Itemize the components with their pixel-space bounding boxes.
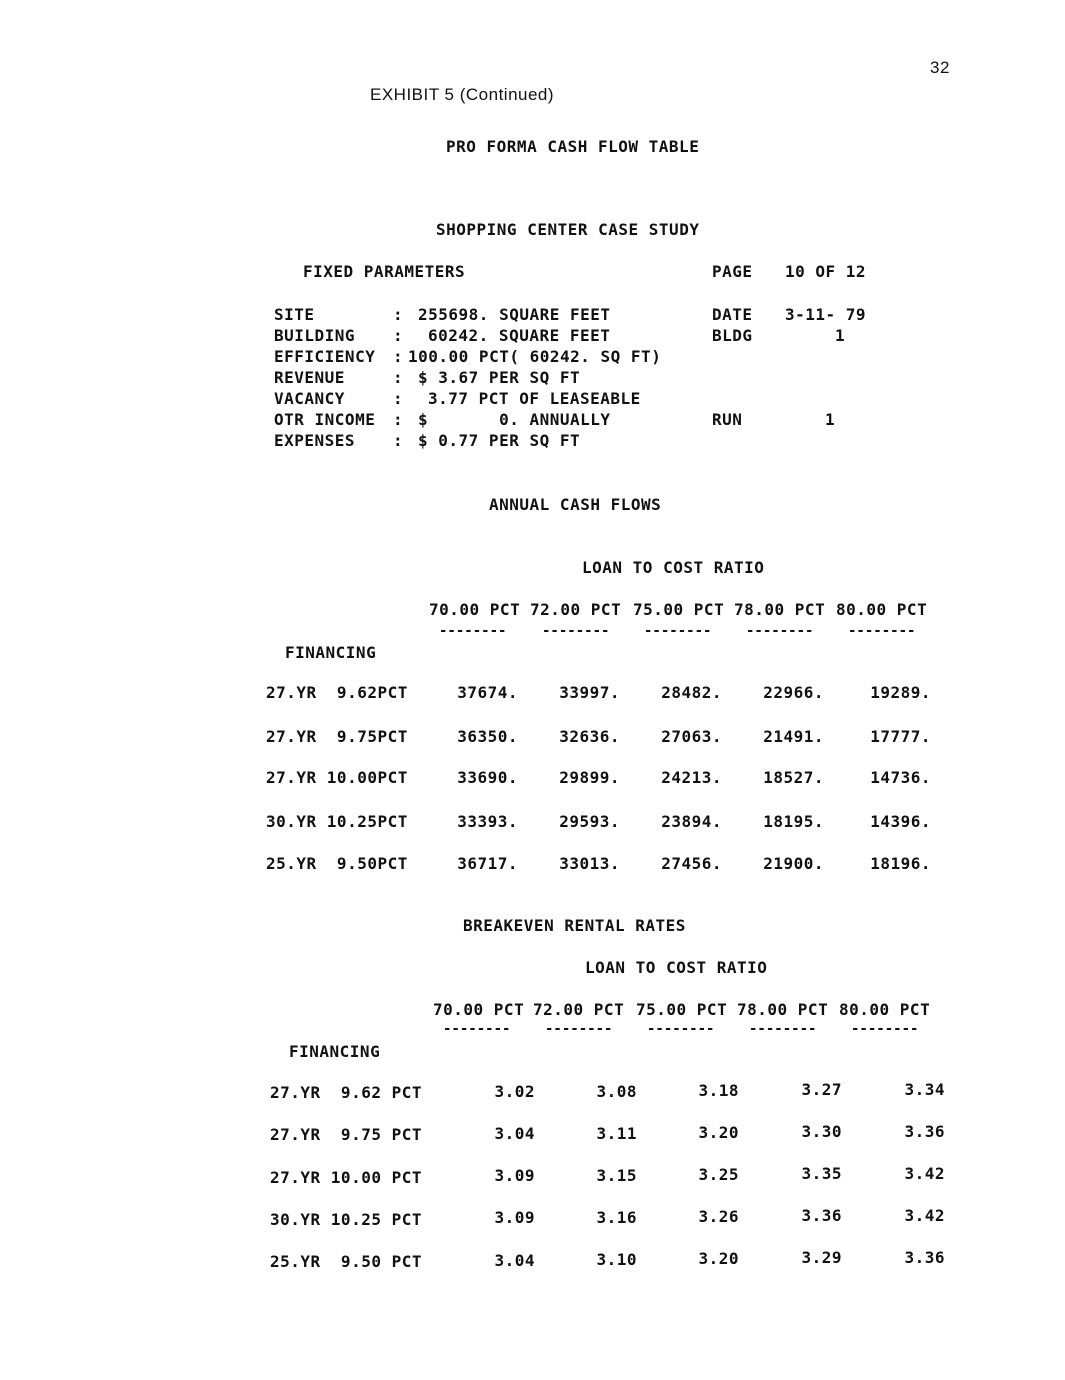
breakeven-col-header: 70.00 PCT <box>433 1000 525 1019</box>
param-label: EFFICIENCY <box>274 347 376 366</box>
row-label: 27.YR 9.62PCT <box>266 683 408 702</box>
cash-flow-col-header: 70.00 PCT <box>429 600 521 619</box>
param-sep: : <box>393 389 404 408</box>
param-value: $ 0. ANNUALLY <box>418 410 611 429</box>
column-underline: -------- <box>644 623 712 639</box>
column-underline: -------- <box>749 1021 817 1037</box>
row-label: 27.YR 9.75 PCT <box>270 1125 422 1144</box>
row-label: 25.YR 9.50PCT <box>266 854 408 873</box>
param-value: 3.77 PCT OF LEASEABLE <box>428 389 641 408</box>
param-value: 60242. SQUARE FEET <box>428 326 611 345</box>
param-value: $ 3.67 PER SQ FT <box>418 368 581 387</box>
bldg-value: 1 <box>835 326 846 345</box>
table-cell: 33013. <box>559 854 620 873</box>
column-underline: -------- <box>443 1021 511 1037</box>
param-label: OTR INCOME <box>274 410 376 429</box>
page-label: PAGE <box>712 262 753 281</box>
table-cell: 33393. <box>457 812 518 831</box>
page-value: 10 OF 12 <box>785 262 867 281</box>
table-cell: 3.10 <box>596 1250 637 1269</box>
table-cell: 14736. <box>870 768 931 787</box>
table-cell: 23894. <box>661 812 722 831</box>
column-underline: -------- <box>851 1021 919 1037</box>
column-underline: -------- <box>545 1021 613 1037</box>
row-label: 30.YR 10.25 PCT <box>270 1210 422 1229</box>
param-sep: : <box>393 305 404 324</box>
run-label: RUN <box>712 410 743 429</box>
row-label: 27.YR 10.00PCT <box>266 768 408 787</box>
table-cell: 3.36 <box>801 1206 842 1225</box>
cash-flow-ratio-title: LOAN TO COST RATIO <box>582 558 765 577</box>
table-cell: 3.26 <box>698 1207 739 1226</box>
table-cell: 24213. <box>661 768 722 787</box>
cash-flow-col-header: 78.00 PCT <box>734 600 826 619</box>
fixed-parameters-heading: FIXED PARAMETERS <box>303 262 466 281</box>
table-cell: 3.35 <box>801 1164 842 1183</box>
table-cell: 27063. <box>661 727 722 746</box>
column-underline: -------- <box>542 623 610 639</box>
table-cell: 3.04 <box>494 1251 535 1270</box>
table-cell: 17777. <box>870 727 931 746</box>
table-cell: 32636. <box>559 727 620 746</box>
table-cell: 14396. <box>870 812 931 831</box>
table-cell: 3.42 <box>904 1164 945 1183</box>
row-label: 27.YR 9.75PCT <box>266 727 408 746</box>
table-cell: 3.20 <box>698 1123 739 1142</box>
table-cell: 3.42 <box>904 1206 945 1225</box>
page-title: PRO FORMA CASH FLOW TABLE <box>446 137 700 156</box>
breakeven-col-header: 75.00 PCT <box>636 1000 728 1019</box>
page-number: 32 <box>930 58 950 77</box>
table-cell: 37674. <box>457 683 518 702</box>
table-cell: 3.30 <box>801 1122 842 1141</box>
date-label: DATE <box>712 305 753 324</box>
table-cell: 3.36 <box>904 1248 945 1267</box>
table-cell: 3.15 <box>596 1166 637 1185</box>
table-cell: 3.34 <box>904 1080 945 1099</box>
table-cell: 33690. <box>457 768 518 787</box>
exhibit-label: EXHIBIT 5 (Continued) <box>370 85 555 104</box>
cash-flow-col-header: 80.00 PCT <box>836 600 928 619</box>
table-cell: 18527. <box>763 768 824 787</box>
table-cell: 3.09 <box>494 1208 535 1227</box>
column-underline: -------- <box>848 623 916 639</box>
case-study-title: SHOPPING CENTER CASE STUDY <box>436 220 700 239</box>
table-cell: 3.08 <box>596 1082 637 1101</box>
param-sep: : <box>393 410 404 429</box>
param-value: 100.00 PCT( 60242. SQ FT) <box>408 347 662 366</box>
column-underline: -------- <box>746 623 814 639</box>
table-cell: 3.20 <box>698 1249 739 1268</box>
cash-flow-col-header: 72.00 PCT <box>530 600 622 619</box>
breakeven-title: BREAKEVEN RENTAL RATES <box>463 916 686 935</box>
table-cell: 22966. <box>763 683 824 702</box>
table-cell: 21491. <box>763 727 824 746</box>
row-label: 25.YR 9.50 PCT <box>270 1252 422 1271</box>
table-cell: 3.04 <box>494 1124 535 1143</box>
param-label: REVENUE <box>274 368 345 387</box>
param-label: SITE <box>274 305 315 324</box>
table-cell: 29899. <box>559 768 620 787</box>
param-label: VACANCY <box>274 389 345 408</box>
row-label: 27.YR 9.62 PCT <box>270 1083 422 1102</box>
param-sep: : <box>393 347 404 366</box>
run-value: 1 <box>825 410 836 429</box>
table-cell: 3.29 <box>801 1248 842 1267</box>
param-value: 255698. SQUARE FEET <box>418 305 611 324</box>
table-cell: 3.16 <box>596 1208 637 1227</box>
param-value: $ 0.77 PER SQ FT <box>418 431 581 450</box>
table-cell: 3.09 <box>494 1166 535 1185</box>
column-underline: -------- <box>439 623 507 639</box>
table-cell: 3.02 <box>494 1082 535 1101</box>
table-cell: 18195. <box>763 812 824 831</box>
table-cell: 19289. <box>870 683 931 702</box>
table-cell: 27456. <box>661 854 722 873</box>
table-cell: 21900. <box>763 854 824 873</box>
cash-flow-col-header: 75.00 PCT <box>633 600 725 619</box>
table-cell: 3.25 <box>698 1165 739 1184</box>
param-sep: : <box>393 326 404 345</box>
table-cell: 28482. <box>661 683 722 702</box>
param-sep: : <box>393 431 404 450</box>
cash-flow-title: ANNUAL CASH FLOWS <box>489 495 662 514</box>
date-value: 3-11- 79 <box>785 305 867 324</box>
bldg-label: BLDG <box>712 326 753 345</box>
row-label: 30.YR 10.25PCT <box>266 812 408 831</box>
table-cell: 3.36 <box>904 1122 945 1141</box>
param-label: EXPENSES <box>274 431 356 450</box>
table-cell: 3.11 <box>596 1124 637 1143</box>
row-label: 27.YR 10.00 PCT <box>270 1168 422 1187</box>
financing-label: FINANCING <box>285 643 377 662</box>
table-cell: 3.27 <box>801 1080 842 1099</box>
column-underline: -------- <box>647 1021 715 1037</box>
param-sep: : <box>393 368 404 387</box>
param-label: BUILDING <box>274 326 356 345</box>
table-cell: 18196. <box>870 854 931 873</box>
table-cell: 33997. <box>559 683 620 702</box>
breakeven-col-header: 72.00 PCT <box>533 1000 625 1019</box>
breakeven-ratio-title: LOAN TO COST RATIO <box>585 958 768 977</box>
breakeven-col-header: 80.00 PCT <box>839 1000 931 1019</box>
table-cell: 3.18 <box>698 1081 739 1100</box>
table-cell: 36717. <box>457 854 518 873</box>
table-cell: 36350. <box>457 727 518 746</box>
financing-label: FINANCING <box>289 1042 381 1061</box>
table-cell: 29593. <box>559 812 620 831</box>
breakeven-col-header: 78.00 PCT <box>737 1000 829 1019</box>
